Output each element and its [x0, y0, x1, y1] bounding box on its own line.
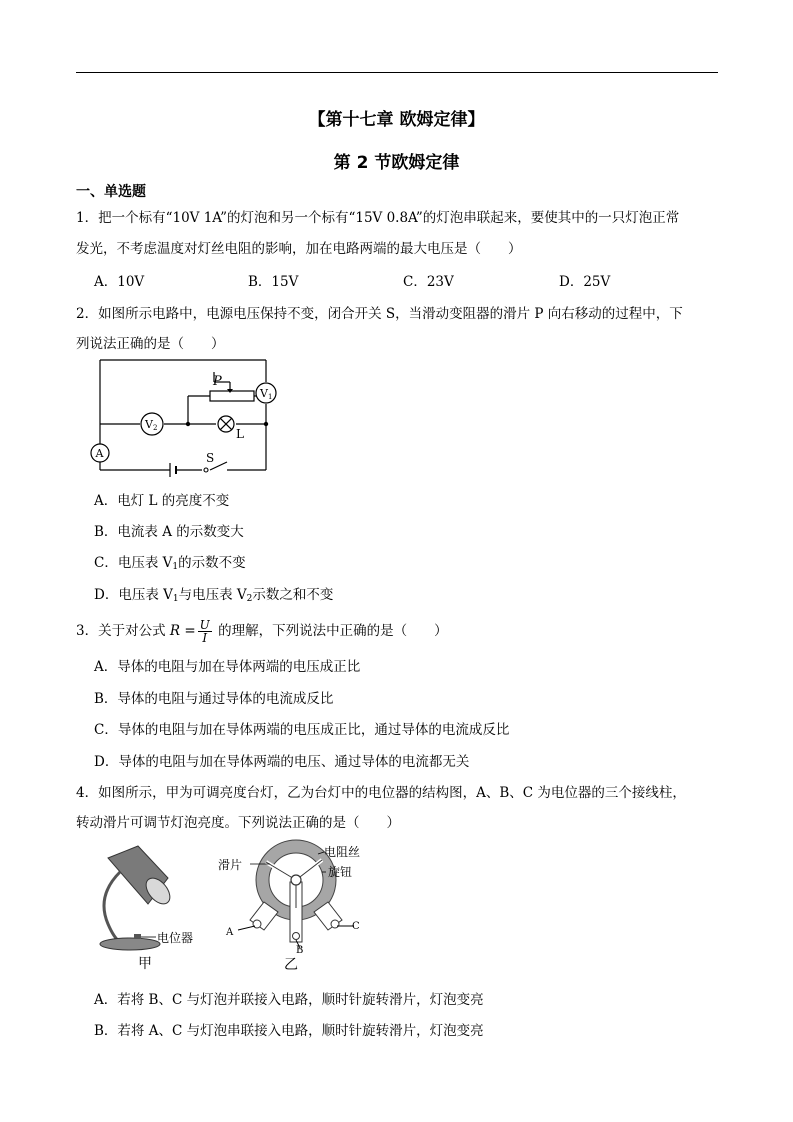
q2-circuit-diagram	[90, 352, 290, 477]
v1-label: V	[260, 387, 268, 400]
q2-option-c-sub: 1	[172, 562, 179, 572]
part-heading: 一、单选题	[76, 184, 146, 200]
potentiometer-label: 电位器	[157, 931, 194, 945]
q2-option-c-pre: C．电压表 V	[94, 555, 173, 571]
q1-option-a: A．10V	[94, 274, 145, 290]
q3-formula-lhs: R =	[169, 623, 196, 639]
q3-stem-pre: 3．关于对公式	[76, 623, 166, 639]
q2-stem-line2: 列说法正确的是（ ）	[76, 336, 225, 352]
q2-option-d-post: 示数之和不变	[252, 587, 334, 603]
q4-option-a: A．若将 B、C 与灯泡并联接入电路，顺时针旋转滑片，灯泡变亮	[94, 992, 484, 1008]
q4-option-b: B．若将 A、C 与灯泡串联接入电路，顺时针旋转滑片，灯泡变亮	[94, 1023, 484, 1039]
resistance-wire-label: 电阻丝	[324, 845, 361, 859]
slider-label: 滑片	[218, 858, 243, 872]
q1-stem-line2: 发光，不考虑温度对灯丝电阻的影响，加在电路两端的最大电压是（ ）	[76, 241, 522, 257]
section-title: 第 2 节欧姆定律	[333, 153, 460, 173]
knob-label: 旋钮	[328, 865, 353, 879]
junction-dot	[264, 422, 268, 426]
lamp-base	[100, 938, 160, 950]
q2-option-d-pre: D．电压表 V	[94, 587, 173, 603]
terminal-b-label: B	[296, 945, 304, 956]
q1-stem-line1: 1．把一个标有“10V 1A”的灯泡和另一个标有“15V 0.8A”的灯泡串联起来，要使其中的一只灯泡正常	[76, 210, 680, 226]
v2-sub: 2	[153, 424, 158, 432]
q2-option-d-sub1: 1	[172, 594, 179, 604]
terminal-c-label: C	[352, 921, 360, 932]
q3-formula-fraction	[198, 619, 212, 644]
chapter-title: 【第十七章 欧姆定律】	[308, 110, 485, 130]
q4-lamp-figure	[90, 838, 215, 973]
q1-option-d: D．25V	[559, 274, 611, 290]
q3-option-c: C．导体的电阻与加在导体两端的电压成正比，通过导体的电流成反比	[94, 722, 510, 738]
switch-pivot	[204, 468, 208, 472]
a-label: A	[95, 447, 104, 460]
switch-s-label: S	[206, 451, 215, 465]
q1-option-b: B．15V	[248, 274, 299, 290]
q4-stem-line1: 4．如图所示，甲为可调亮度台灯，乙为台灯中的电位器的结构图，A、B、C 为电位器的三个接线柱，	[76, 785, 686, 801]
q1-option-c: C．23V	[403, 274, 454, 290]
q2-option-d-mid: 与电压表 V	[178, 587, 247, 603]
junction-dot	[186, 422, 190, 426]
rheostat-symbol	[210, 391, 254, 401]
q2-option-c	[94, 551, 246, 572]
potentiometer-knob	[134, 934, 141, 939]
header-rule	[76, 72, 718, 73]
q2-option-d	[94, 583, 333, 604]
q4-potentiometer-figure	[212, 838, 382, 973]
figure-yi-label: 乙	[284, 957, 298, 973]
q2-option-d-sub2: 2	[246, 594, 253, 604]
q3-formula-numerator: U	[199, 618, 210, 632]
q4-stem-line2: 转动滑片可调节灯泡亮度。下列说法正确的是（ ）	[76, 815, 400, 831]
q2-option-a: A．电灯 L 的亮度不变	[94, 493, 230, 509]
lamp-symbol	[218, 416, 234, 432]
slider-p-label: P	[213, 374, 222, 389]
q3-option-b: B．导体的电阻与通过导体的电流成反比	[94, 691, 334, 707]
figure-jia-label: 甲	[138, 956, 152, 972]
q2-stem-line1: 2．如图所示电路中，电源电压保持不变，闭合开关 S，当滑动变阻器的滑片 P 向右移动的过程中，下	[76, 306, 683, 322]
v1-sub: 1	[268, 393, 273, 401]
knob-center	[291, 875, 301, 885]
q3-formula-denominator: I	[202, 631, 208, 645]
q3-option-d: D．导体的电阻与加在导体两端的电压、通过导体的电流都无关	[94, 754, 470, 770]
v2-label: V	[145, 418, 153, 431]
q3-stem-post: 的理解，下列说法中正确的是（ ）	[218, 623, 448, 639]
lamp-arm	[104, 872, 120, 942]
q3-option-a: A．导体的电阻与加在导体两端的电压成正比	[94, 659, 361, 675]
terminal-a-label: A	[226, 927, 234, 938]
q3-stem	[76, 619, 448, 644]
q2-option-b: B．电流表 A 的示数变大	[94, 524, 244, 540]
lamp-l-label: L	[236, 427, 244, 441]
q2-option-c-post: 的示数不变	[178, 555, 246, 571]
